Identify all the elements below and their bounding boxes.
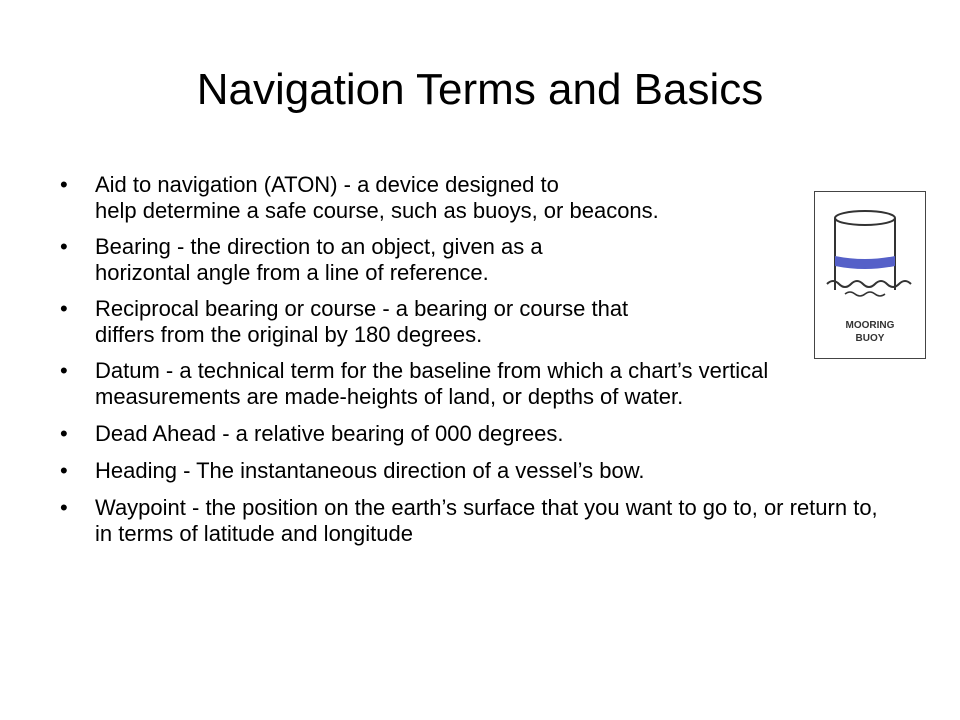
bullet-aton-continuation: help determine a safe course, such as buoys, or beacons.: [95, 198, 659, 223]
bullet-aton: • Aid to navigation (ATON) - a device designed to: [60, 172, 880, 198]
mooring-buoy-figure: [814, 191, 926, 359]
bullet-bearing-continuation: horizontal angle from a line of reference.: [95, 260, 489, 285]
bullet-bearing: • Bearing - the direction to an object, given as a: [60, 234, 880, 260]
bullet-reciprocal-bearing: • Reciprocal bearing or course - a bearing or course that: [60, 296, 880, 322]
buoy-caption-line1: MOORING: [845, 320, 895, 331]
buoy-caption-line2: BUOY: [855, 333, 885, 344]
bullet-heading: • Heading - The instantaneous direction of a vessel’s bow.: [60, 458, 880, 484]
bullet-waypoint: • Waypoint - the position on the earth’s surface that you want to go to, or return to, in terms of latitude and longitude: [60, 495, 880, 547]
slide-title: Navigation Terms and Basics: [196, 65, 764, 114]
bullet-list: [60, 172, 880, 547]
bullet-datum: • Datum - a technical term for the baseline from which a chart’s vertical measurements are made-heights of land, or depths of water.: [60, 358, 880, 410]
bullet-dead-ahead: • Dead Ahead - a relative bearing of 000 degrees.: [60, 421, 880, 447]
bullet-reciprocal-bearing-continuation: differs from the original by 180 degrees.: [95, 322, 483, 347]
